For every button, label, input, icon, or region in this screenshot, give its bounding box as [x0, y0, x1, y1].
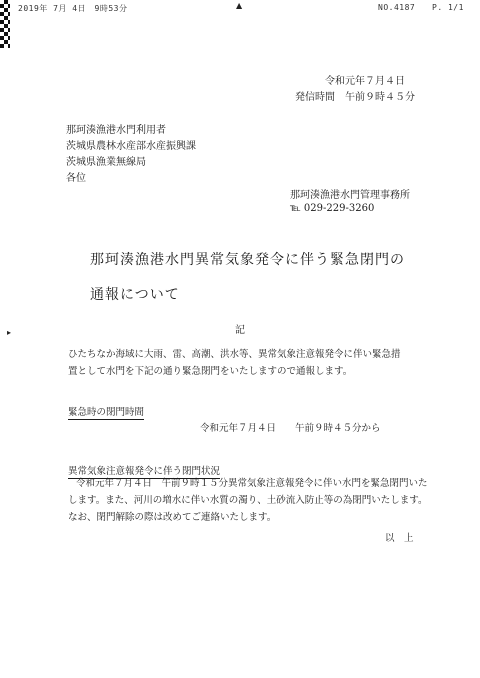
fax-marker-icon: ▲ [236, 1, 243, 10]
intro-line-1: ひたちなか海域に大雨、雷、高潮、洪水等、異常気象注意報発令に伴い緊急措 [68, 349, 401, 360]
fax-number: NO.4187 [378, 3, 416, 12]
fax-datetime: 2019年 7月 4日 9時53分 [18, 4, 128, 13]
recipient-1: 那珂湊漁港水門利用者 [66, 125, 166, 136]
closure-heading [68, 404, 144, 418]
recipient-3: 茨城県漁業無線局 [66, 157, 146, 168]
closing-mark: 以 上 [385, 533, 414, 544]
closure-heading-text: 緊急時の閉門時間 [68, 407, 145, 418]
sender-tel: ℡ 029-229-3260 [290, 203, 375, 214]
margin-mark-icon: ▸ [7, 328, 12, 337]
status-line-1: 令和元年７月４日 午前９時１５分異常気象注意報発令に伴い水門を緊急閉門いた [76, 478, 428, 489]
sent-time: 発信時間 午前９時４５分 [295, 92, 415, 103]
recipient-4: 各位 [66, 173, 86, 184]
intro-line-2: 置として水門を下記の通り緊急閉門をいたしますので通報します。 [68, 366, 353, 377]
ki-heading: 記 [235, 325, 245, 336]
fax-page: P. 1/1 [432, 3, 464, 12]
document-title-line-2: 通報について [90, 287, 180, 303]
document-date: 令和元年７月４日 [325, 76, 405, 87]
closure-time: 令和元年７月４日 午前９時４５分から [200, 423, 381, 434]
sender-office: 那珂湊漁港水門管理事務所 [290, 190, 410, 201]
document-title-line-1: 那珂湊漁港水門異常気象発令に伴う緊急閉門の [90, 252, 405, 268]
status-heading-text: 異常気象注意報発令に伴う閉門状況 [68, 466, 221, 477]
recipient-2: 茨城県農林水産部水産振興課 [66, 141, 196, 152]
status-line-3: なお、閉門解除の際は改めてご連絡いたします。 [68, 512, 277, 523]
status-line-2: します。また、河川の増水に伴い水質の濁り、土砂流入防止等の為閉門いたします。 [68, 495, 428, 506]
fax-margin-pattern [0, 0, 10, 48]
